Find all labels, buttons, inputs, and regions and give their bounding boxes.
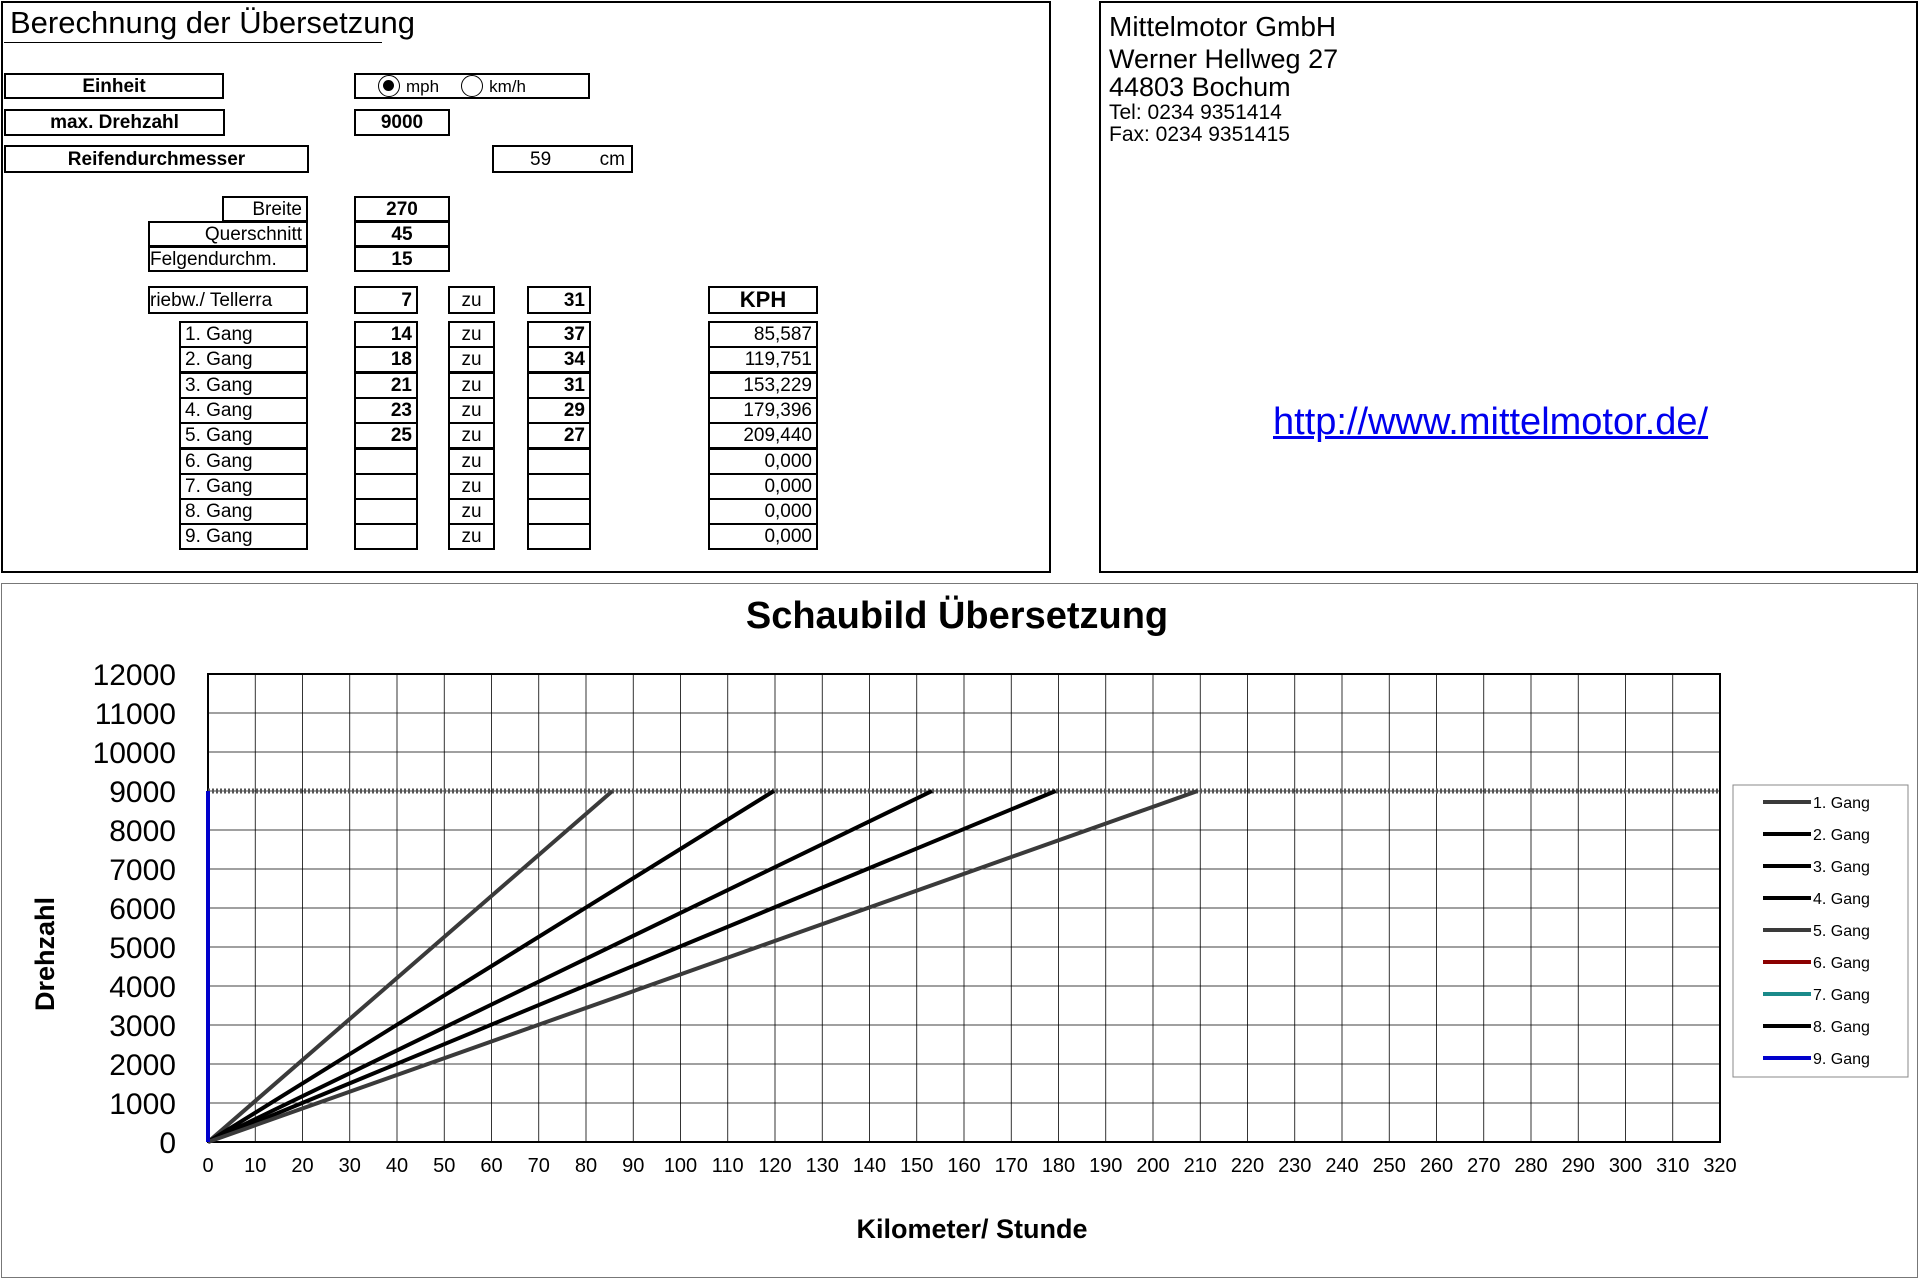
unit-radio-group: [354, 73, 590, 99]
chart-svg: [2, 584, 1919, 1279]
trieb-input-a[interactable]: 7: [354, 286, 418, 314]
radio-kmh[interactable]: [461, 75, 483, 97]
x-tick-label: 70: [527, 1155, 550, 1177]
breite-label: Breite: [222, 196, 308, 222]
gear-zu: zu: [448, 372, 495, 399]
x-tick-label: 160: [947, 1155, 981, 1177]
gear-input-b[interactable]: [527, 523, 591, 550]
gear-label: 9. Gang: [179, 523, 308, 550]
querschnitt-input[interactable]: 45: [354, 221, 450, 247]
gear-input-b[interactable]: 29: [527, 397, 591, 424]
gear-input-b[interactable]: [527, 448, 591, 475]
x-tick-label: 280: [1514, 1155, 1548, 1177]
y-tick-label: 11000: [94, 698, 176, 731]
gear-input-b[interactable]: [527, 473, 591, 500]
x-tick-label: 0: [202, 1155, 214, 1177]
x-tick-label: 30: [338, 1155, 361, 1177]
gear-input-a[interactable]: 21: [354, 372, 418, 399]
reifen-field: [492, 145, 633, 173]
gear-label: 2. Gang: [179, 346, 308, 373]
gear-kph: 209,440: [708, 422, 818, 449]
legend-entry: 7. Gang: [1813, 987, 1870, 1004]
x-tick-label: 40: [385, 1155, 409, 1177]
gear-zu: zu: [448, 473, 495, 500]
x-tick-label: 60: [480, 1155, 503, 1177]
gear-input-a[interactable]: 14: [354, 321, 418, 348]
reifen-label: Reifendurchmesser: [4, 145, 309, 173]
kph-header: KPH: [708, 286, 818, 314]
company-url-link[interactable]: http://www.mittelmotor.de/: [1273, 401, 1709, 443]
gear-input-a[interactable]: 23: [354, 397, 418, 424]
y-tick-label: 7000: [109, 854, 176, 887]
x-tick-label: 310: [1656, 1155, 1690, 1177]
calculation-panel: [1, 1, 1051, 573]
x-tick-label: 140: [852, 1155, 887, 1177]
gear-input-a[interactable]: [354, 523, 418, 550]
y-tick-label: 5000: [109, 932, 176, 965]
gear-kph: 0,000: [708, 498, 818, 525]
drehzahl-input[interactable]: 9000: [354, 109, 450, 136]
gear-zu: zu: [448, 422, 495, 449]
x-tick-label: 50: [433, 1155, 456, 1177]
company-city: 44803 Bochum: [1109, 72, 1291, 102]
x-tick-label: 100: [663, 1155, 698, 1177]
gear-kph: 179,396: [708, 397, 818, 424]
gear-input-b[interactable]: [527, 498, 591, 525]
breite-input[interactable]: 270: [354, 196, 450, 222]
gear-zu: zu: [448, 346, 495, 373]
gear-input-a[interactable]: [354, 498, 418, 525]
gear-zu: zu: [448, 448, 495, 475]
trieb-label: riebw./ Tellerra: [148, 286, 308, 314]
y-axis-label: Drehzahl: [30, 896, 60, 1012]
x-tick-label: 220: [1230, 1155, 1265, 1177]
x-axis-label: Kilometer/ Stunde: [856, 1214, 1088, 1244]
einheit-label: Einheit: [4, 73, 224, 99]
legend-entry: 6. Gang: [1813, 955, 1870, 972]
gear-kph: 0,000: [708, 523, 818, 550]
gear-zu: zu: [448, 498, 495, 525]
gear-zu: zu: [448, 321, 495, 348]
x-tick-label: 210: [1183, 1155, 1217, 1177]
trieb-input-b[interactable]: 31: [527, 286, 591, 314]
gear-input-b[interactable]: 34: [527, 346, 591, 373]
x-tick-label: 120: [758, 1155, 792, 1177]
x-tick-label: 290: [1561, 1155, 1595, 1177]
gear-kph: 0,000: [708, 448, 818, 475]
gear-label: 3. Gang: [179, 372, 308, 399]
company-panel: [1099, 1, 1918, 573]
grid: [208, 674, 1720, 1142]
radio-kmh-label: km/h: [489, 76, 526, 96]
gear-zu: zu: [448, 523, 495, 550]
x-tick-label: 190: [1089, 1155, 1123, 1177]
gear-input-a[interactable]: [354, 473, 418, 500]
gear-label: 7. Gang: [179, 473, 308, 500]
x-tick-label: 180: [1041, 1155, 1076, 1177]
legend-entry: 4. Gang: [1813, 891, 1870, 908]
reifen-value: 59: [530, 148, 552, 170]
y-tick-label: 10000: [92, 737, 176, 770]
gear-kph: 0,000: [708, 473, 818, 500]
y-tick-label: 12000: [92, 659, 176, 692]
gear-label: 4. Gang: [179, 397, 308, 424]
company-name: Mittelmotor GmbH: [1109, 11, 1337, 42]
company-street: Werner Hellweg 27: [1109, 44, 1339, 74]
radio-mph-label: mph: [406, 76, 440, 96]
gear-input-b[interactable]: 27: [527, 422, 591, 449]
legend: [1733, 785, 1908, 1077]
x-tick-label: 200: [1136, 1155, 1170, 1177]
y-tick-label: 6000: [109, 893, 176, 926]
x-tick-label: 250: [1372, 1155, 1406, 1177]
felgen-label: Felgendurchm.: [148, 246, 308, 272]
x-tick-label: 270: [1467, 1155, 1501, 1177]
x-tick-label: 20: [291, 1155, 314, 1177]
gear-kph: 119,751: [708, 346, 818, 373]
legend-entry: 3. Gang: [1813, 859, 1870, 876]
legend-entry: 5. Gang: [1813, 923, 1870, 940]
page-title: Berechnung der Übersetzung: [10, 5, 415, 40]
x-tick-label: 130: [805, 1155, 839, 1177]
querschnitt-label: Querschnitt: [148, 221, 308, 247]
y-tick-label: 9000: [109, 776, 176, 809]
x-tick-label: 110: [711, 1155, 744, 1177]
reifen-unit: cm: [599, 148, 625, 170]
x-tick-label: 230: [1278, 1155, 1312, 1177]
x-tick-label: 300: [1608, 1155, 1643, 1177]
gear-input-a[interactable]: 18: [354, 346, 418, 373]
x-tick-label: 170: [994, 1155, 1028, 1177]
company-tel: Tel: 0234 9351414: [1109, 101, 1282, 124]
gear-zu: zu: [448, 397, 495, 424]
y-tick-label: 4000: [109, 971, 176, 1004]
x-tick-label: 260: [1419, 1155, 1454, 1177]
gear-label: 5. Gang: [179, 422, 308, 449]
gear-input-a[interactable]: 25: [354, 422, 418, 449]
legend-entry: 1. Gang: [1813, 795, 1870, 812]
y-tick-label: 8000: [109, 815, 176, 848]
radio-mph[interactable]: [378, 75, 400, 97]
title-underline: [4, 42, 382, 43]
y-tick-label: 0: [159, 1127, 176, 1160]
x-tick-label: 80: [574, 1155, 598, 1177]
chart-title: Schaubild Übersetzung: [745, 595, 1169, 637]
gear-input-b[interactable]: 37: [527, 321, 591, 348]
x-tick-label: 150: [900, 1155, 934, 1177]
y-tick-label: 2000: [109, 1049, 176, 1082]
x-tick-label: 10: [244, 1155, 267, 1177]
y-tick-label: 1000: [109, 1088, 176, 1121]
gear-kph: 153,229: [708, 372, 818, 399]
y-tick-label: 3000: [109, 1010, 176, 1043]
legend-entry: 2. Gang: [1813, 827, 1870, 844]
gear-label: 8. Gang: [179, 498, 308, 525]
chart-panel: [1, 583, 1918, 1278]
company-fax: Fax: 0234 9351415: [1109, 123, 1290, 146]
trieb-zu: zu: [448, 286, 495, 314]
gear-kph: 85,587: [708, 321, 818, 348]
x-tick-label: 240: [1325, 1155, 1359, 1177]
legend-entry: 8. Gang: [1813, 1019, 1870, 1036]
x-tick-label: 320: [1703, 1155, 1737, 1177]
legend-entry: 9. Gang: [1813, 1051, 1870, 1068]
felgen-input[interactable]: 15: [354, 246, 450, 272]
gear-input-a[interactable]: [354, 448, 418, 475]
x-tick-label: 90: [622, 1155, 645, 1177]
gear-label: 6. Gang: [179, 448, 308, 475]
drehzahl-label: max. Drehzahl: [4, 109, 225, 136]
gear-input-b[interactable]: 31: [527, 372, 591, 399]
gear-label: 1. Gang: [179, 321, 308, 348]
